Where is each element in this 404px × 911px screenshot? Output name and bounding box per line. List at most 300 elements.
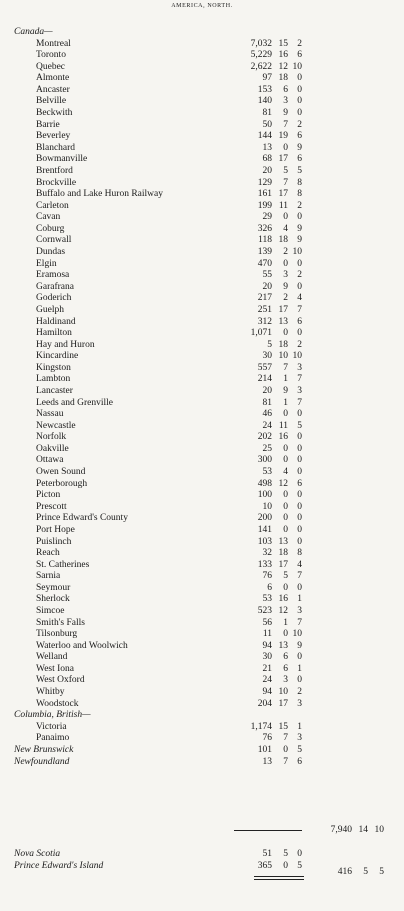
- cell-shillings: 4: [283, 467, 288, 478]
- row-label-text: Haldinand: [36, 316, 76, 327]
- table-row: [0, 593, 404, 605]
- row-label: [14, 744, 214, 756]
- table-row: [0, 362, 404, 374]
- total-2-pounds: 416: [337, 867, 352, 877]
- cell-pounds: 312: [257, 316, 272, 327]
- cell-shillings: 5: [283, 165, 288, 176]
- row-label-text: Belville: [36, 96, 67, 107]
- row-label: [36, 200, 236, 212]
- cell-pence: 0: [297, 212, 302, 223]
- table-row: [0, 501, 404, 513]
- cell-pence: 0: [297, 409, 302, 420]
- row-label: [36, 466, 236, 478]
- table-row: [0, 373, 404, 385]
- table-row: [0, 628, 404, 640]
- cell-shillings: 0: [283, 744, 288, 755]
- cell-pounds: 202: [257, 432, 272, 443]
- row-label: [36, 397, 236, 409]
- table-row: [0, 709, 404, 721]
- cell-shillings: 0: [283, 582, 288, 593]
- row-label-text: Smith's Falls: [36, 617, 85, 628]
- cell-shillings: 12: [278, 478, 288, 489]
- cell-pounds: 161: [257, 189, 272, 200]
- cell-shillings: 11: [278, 200, 288, 211]
- cell-shillings: 16: [278, 432, 288, 443]
- table-row: [0, 848, 404, 860]
- row-label-text: Cavan: [36, 212, 61, 223]
- cell-pence: 3: [297, 385, 302, 396]
- cell-pence: 1: [297, 663, 302, 674]
- row-label: [36, 362, 236, 374]
- row-label-text: Blanchard: [36, 142, 76, 153]
- row-label: [36, 281, 236, 293]
- total-2-shillings: 5: [363, 867, 368, 877]
- row-label: [36, 385, 236, 397]
- cell-pounds: 81: [262, 108, 272, 119]
- cell-pounds: 97: [262, 73, 272, 84]
- row-label-text: Nova Scotia: [14, 849, 61, 859]
- row-label: [36, 570, 236, 582]
- cell-pence: 7: [297, 397, 302, 408]
- cell-shillings: 11: [278, 420, 288, 431]
- row-label-text: Prince Edward's County: [36, 513, 128, 524]
- table-row: [0, 397, 404, 409]
- table-row: [0, 84, 404, 96]
- table-row: [0, 316, 404, 328]
- cell-shillings: 3: [283, 270, 288, 281]
- row-label: [36, 38, 236, 50]
- cell-pence: 3: [297, 698, 302, 709]
- cell-shillings: 1: [283, 374, 288, 385]
- row-label: [14, 860, 214, 872]
- table-row: [0, 188, 404, 200]
- cell-shillings: 4: [283, 223, 288, 234]
- row-label-text: Brentford: [36, 165, 73, 176]
- cell-shillings: 15: [278, 38, 288, 49]
- cell-pounds: 1,071: [250, 328, 272, 339]
- row-label: [36, 211, 236, 223]
- cell-pounds: 53: [262, 594, 272, 605]
- row-label: [36, 454, 236, 466]
- row-label-text: Sarnia: [36, 571, 61, 582]
- row-label: [36, 489, 236, 501]
- cell-shillings: 7: [283, 119, 288, 130]
- cell-shillings: 0: [283, 212, 288, 223]
- row-label-text: New Brunswick: [14, 744, 74, 755]
- cell-pounds: 51: [262, 849, 272, 859]
- grand-rule-2: [254, 879, 304, 880]
- cell-shillings: 5: [283, 849, 288, 859]
- cell-pence: 4: [297, 559, 302, 570]
- cell-shillings: 15: [278, 721, 288, 732]
- cell-shillings: 13: [278, 536, 288, 547]
- row-label: [36, 107, 236, 119]
- cell-pounds: 103: [257, 536, 272, 547]
- row-label: [36, 269, 236, 281]
- cell-shillings: 9: [283, 108, 288, 119]
- row-label-text: Lancaster: [36, 385, 73, 396]
- cell-pence: 6: [297, 131, 302, 142]
- table-row: [0, 756, 404, 768]
- row-label-text: Welland: [36, 652, 68, 663]
- cell-pence: 0: [297, 258, 302, 269]
- cell-pence: 0: [297, 108, 302, 119]
- cell-pence: 5: [297, 860, 302, 871]
- cell-pounds: 53: [262, 467, 272, 478]
- cell-shillings: 5: [283, 571, 288, 582]
- cell-shillings: 18: [278, 235, 288, 246]
- cell-pounds: 20: [262, 281, 272, 292]
- cell-shillings: 7: [283, 362, 288, 373]
- cell-pounds: 139: [257, 247, 272, 258]
- table-row: [0, 49, 404, 61]
- row-label-text: Nassau: [36, 409, 64, 420]
- cell-pence: 10: [292, 351, 302, 362]
- cell-shillings: 17: [278, 698, 288, 709]
- total-2-pence: 5: [379, 867, 384, 877]
- row-label-text: Almonte: [36, 73, 70, 84]
- cell-shillings: 17: [278, 559, 288, 570]
- cell-shillings: 1: [283, 397, 288, 408]
- cell-pence: 6: [297, 154, 302, 165]
- row-label: [36, 640, 236, 652]
- cell-pence: 5: [297, 744, 302, 755]
- row-label-text: Carleton: [36, 200, 69, 211]
- cell-shillings: 17: [278, 154, 288, 165]
- table-row: [0, 142, 404, 154]
- subtotal-rule: [234, 830, 302, 831]
- row-label-text: Kincardine: [36, 351, 79, 362]
- page-header: AMERICA, NORTH.: [171, 3, 233, 9]
- table-row: [0, 582, 404, 594]
- row-label: [14, 756, 214, 768]
- row-label-text: Eramosa: [36, 270, 70, 281]
- cell-pence: 3: [297, 733, 302, 744]
- row-label: [36, 617, 236, 629]
- cell-shillings: 0: [283, 524, 288, 535]
- cell-shillings: 3: [283, 675, 288, 686]
- total-1-pence: 10: [374, 825, 384, 835]
- cell-pounds: 140: [257, 96, 272, 107]
- cell-pounds: 118: [258, 235, 272, 246]
- table-row: [0, 385, 404, 397]
- cell-shillings: 1: [283, 617, 288, 628]
- row-label-text: Lambton: [36, 374, 71, 385]
- cell-pounds: 523: [257, 606, 272, 616]
- cell-pounds: 153: [257, 84, 272, 95]
- row-label-text: Whitby: [36, 687, 65, 698]
- row-label: [36, 350, 236, 362]
- table-row: [0, 211, 404, 223]
- grand-rule-1: [254, 876, 304, 877]
- table-row: [0, 605, 404, 617]
- row-label-text: Waterloo and Woolwich: [36, 640, 128, 651]
- row-label-text: Coburg: [36, 223, 65, 234]
- cell-pence: 6: [297, 756, 302, 767]
- total-1-shillings: 14: [358, 825, 368, 835]
- cell-shillings: 0: [283, 490, 288, 501]
- cell-shillings: 2: [283, 293, 288, 304]
- row-label: [36, 721, 236, 733]
- row-label: [36, 536, 236, 548]
- cell-shillings: 17: [278, 189, 288, 200]
- table-row: [0, 269, 404, 281]
- cell-pounds: 200: [257, 513, 272, 524]
- row-label: [36, 316, 236, 328]
- table-row: [0, 454, 404, 466]
- row-label: [36, 512, 236, 524]
- table-row: [0, 512, 404, 524]
- row-label-text: Ottawa: [36, 455, 64, 466]
- cell-shillings: 0: [283, 142, 288, 153]
- cell-pounds: 21: [262, 663, 272, 674]
- table-row: [0, 536, 404, 548]
- table-row: [0, 38, 404, 50]
- row-label-text: Oakville: [36, 443, 69, 454]
- row-label: [36, 304, 236, 316]
- cell-pence: 8: [297, 189, 302, 200]
- row-label: [36, 72, 236, 84]
- cell-pounds: 50: [262, 119, 272, 130]
- row-label-text: Panaimo: [36, 733, 70, 744]
- cell-pence: 8: [297, 177, 302, 188]
- row-label: [36, 84, 236, 96]
- cell-pounds: 326: [257, 223, 272, 234]
- row-label: [36, 408, 236, 420]
- cell-pounds: 100: [257, 490, 272, 501]
- row-label: [36, 373, 236, 385]
- row-label-text: Newfoundland: [14, 756, 70, 767]
- row-label: [36, 443, 236, 455]
- table-row: [0, 663, 404, 675]
- row-label-text: Prescott: [36, 501, 67, 512]
- cell-pounds: 20: [262, 165, 272, 176]
- row-label: [36, 559, 236, 571]
- table-row: [0, 95, 404, 107]
- cell-pounds: 55: [262, 270, 272, 281]
- cell-pounds: 46: [262, 409, 272, 420]
- cell-pounds: 217: [257, 293, 272, 304]
- cell-pounds: 300: [257, 455, 272, 466]
- cell-pence: 4: [297, 293, 302, 304]
- cell-pounds: 29: [262, 212, 272, 223]
- table-row: [0, 223, 404, 235]
- cell-pence: 0: [297, 536, 302, 547]
- table-row: [0, 107, 404, 119]
- table-row: [0, 234, 404, 246]
- row-label: [36, 628, 236, 640]
- row-label: [36, 246, 236, 258]
- cell-pence: 3: [297, 362, 302, 373]
- cell-pounds: 129: [257, 177, 272, 188]
- row-label: [36, 177, 236, 189]
- row-label-text: Norfolk: [36, 432, 67, 443]
- cell-shillings: 16: [278, 50, 288, 61]
- row-label: [36, 501, 236, 513]
- cell-pence: 0: [297, 432, 302, 443]
- row-label-text: Peterborough: [36, 478, 88, 489]
- row-label: [36, 258, 236, 270]
- cell-pounds: 141: [257, 524, 272, 535]
- table-row: [0, 26, 404, 38]
- cell-pence: 9: [297, 640, 302, 651]
- table-row: [0, 478, 404, 490]
- row-label-text: Elgin: [36, 258, 57, 269]
- cell-pounds: 13: [262, 756, 272, 767]
- cell-pence: 0: [297, 513, 302, 524]
- cell-shillings: 0: [283, 501, 288, 512]
- row-label-text: Simcoe: [36, 606, 65, 616]
- table-row: [0, 420, 404, 432]
- row-label: [36, 582, 236, 594]
- cell-shillings: 9: [283, 385, 288, 396]
- row-label-text: Victoria: [36, 721, 67, 732]
- cell-pounds: 24: [262, 675, 272, 686]
- cell-shillings: 0: [283, 409, 288, 420]
- table-row: [0, 698, 404, 710]
- table-row: [0, 292, 404, 304]
- row-label-text: Prince Edward's Island: [14, 860, 104, 871]
- row-label-text: Hamilton: [36, 328, 72, 339]
- row-label-text: Dundas: [36, 247, 66, 258]
- row-label-text: St. Catherines: [36, 559, 90, 570]
- cell-pounds: 30: [262, 652, 272, 663]
- table-row: [0, 466, 404, 478]
- cell-pence: 8: [297, 548, 302, 559]
- cell-shillings: 0: [283, 513, 288, 524]
- row-label-text: Cornwall: [36, 235, 72, 246]
- table-row: [0, 443, 404, 455]
- table-row: [0, 327, 404, 339]
- cell-pence: 0: [297, 467, 302, 478]
- cell-pounds: 1,174: [250, 721, 272, 732]
- cell-pounds: 30: [262, 351, 272, 362]
- row-label-text: Guelph: [36, 304, 64, 315]
- row-label-text: Seymour: [36, 582, 71, 593]
- row-label: [36, 130, 236, 142]
- cell-pounds: 76: [262, 571, 272, 582]
- row-label: [36, 223, 236, 235]
- cell-pounds: 68: [262, 154, 272, 165]
- row-label-text: Brockville: [36, 177, 77, 188]
- table-row: [0, 524, 404, 536]
- table-row: [0, 408, 404, 420]
- cell-pence: 5: [297, 420, 302, 431]
- row-label-text: West Oxford: [36, 675, 85, 686]
- row-label-text: Port Hope: [36, 524, 75, 535]
- row-label: [36, 431, 236, 443]
- row-label: [36, 674, 236, 686]
- cell-pounds: 11: [262, 629, 272, 640]
- cell-pounds: 20: [262, 385, 272, 396]
- cell-shillings: 12: [278, 61, 288, 72]
- cell-pence: 0: [297, 675, 302, 686]
- cell-pounds: 101: [257, 744, 272, 755]
- row-label: [36, 61, 236, 73]
- row-label-text: Beckwith: [36, 108, 73, 119]
- cell-shillings: 16: [278, 594, 288, 605]
- row-label: [36, 547, 236, 559]
- cell-pounds: 2,622: [250, 61, 272, 72]
- row-label: [36, 119, 236, 131]
- cell-pounds: 94: [262, 640, 272, 651]
- cell-pence: 1: [297, 594, 302, 605]
- row-label-text: Puislinch: [36, 536, 72, 547]
- table-row: [0, 200, 404, 212]
- cell-pounds: 214: [257, 374, 272, 385]
- cell-pounds: 56: [262, 617, 272, 628]
- cell-pence: 0: [297, 443, 302, 454]
- cell-pence: 6: [297, 50, 302, 61]
- cell-shillings: 0: [283, 629, 288, 640]
- cell-pounds: 5: [267, 339, 272, 350]
- cell-pence: 3: [297, 606, 302, 616]
- table-row: [0, 617, 404, 629]
- cell-pounds: 144: [257, 131, 272, 142]
- row-label: [36, 524, 236, 536]
- row-label-text: Columbia, British—: [14, 710, 91, 721]
- table-row: [0, 686, 404, 698]
- row-label-text: Canada—: [14, 27, 53, 37]
- table-row: [0, 61, 404, 73]
- cell-pence: 0: [297, 524, 302, 535]
- row-label-text: Montreal: [36, 38, 71, 49]
- cell-shillings: 10: [278, 687, 288, 698]
- cell-shillings: 3: [283, 96, 288, 107]
- table-row: [0, 72, 404, 84]
- cell-pence: 0: [297, 490, 302, 501]
- table-row: [0, 119, 404, 131]
- cell-pence: 7: [297, 617, 302, 628]
- cell-shillings: 0: [283, 328, 288, 339]
- row-label-text: Leeds and Grenville: [36, 397, 114, 408]
- cell-pence: 10: [292, 61, 302, 72]
- cell-pence: 0: [297, 501, 302, 512]
- row-label-text: Garafrana: [36, 281, 74, 292]
- table-row: [0, 732, 404, 744]
- table-row: [0, 559, 404, 571]
- cell-pounds: 32: [262, 548, 272, 559]
- cell-pence: 2: [297, 339, 302, 350]
- cell-pounds: 25: [262, 443, 272, 454]
- row-label: [36, 142, 236, 154]
- table-row: [0, 281, 404, 293]
- table-row: [0, 721, 404, 733]
- row-label: [36, 339, 236, 351]
- row-label-text: Goderich: [36, 293, 72, 304]
- row-label: [36, 95, 236, 107]
- table-row: [0, 130, 404, 142]
- cell-pence: 5: [297, 165, 302, 176]
- row-label-text: Bowmanville: [36, 154, 88, 165]
- cell-pounds: 94: [262, 687, 272, 698]
- table-row: [0, 570, 404, 582]
- cell-pence: 7: [297, 571, 302, 582]
- cell-shillings: 17: [278, 304, 288, 315]
- row-label-text: Buffalo and Lake Huron Railway: [36, 189, 163, 200]
- row-label-text: Newcastle: [36, 420, 76, 431]
- table-row: [0, 165, 404, 177]
- cell-pence: 6: [297, 316, 302, 327]
- cell-pounds: 204: [257, 698, 272, 709]
- row-label: [36, 49, 236, 61]
- cell-pounds: 557: [257, 362, 272, 373]
- row-label-text: Quebec: [36, 61, 66, 72]
- cell-pounds: 7,032: [250, 38, 272, 49]
- cell-pence: 0: [297, 652, 302, 663]
- table-row: [0, 431, 404, 443]
- cell-shillings: 18: [278, 73, 288, 84]
